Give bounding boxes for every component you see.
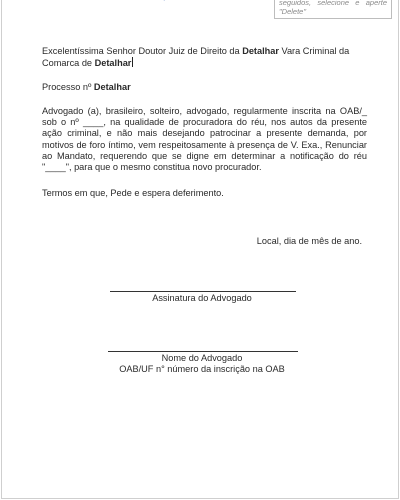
place-date: Local, dia de mês de ano. (256, 236, 362, 246)
process-label: Processo nº (42, 82, 94, 92)
body-paragraph: Advogado (a), brasileiro, solteiro, advogado, regularmente inscrita na OAB/_ sob o nº ____, na qualidade de procuradora do réu, nos autos da presente ação criminal, e não mais desejando patrocinar a presente demanda, por motivos de foro íntimo, vem respeitosamente à presença de V. Exa., Renunciar ao Mandato, requerendo que se digne em determinar a notificação do réu "____", para que o mesmo constitua novo procurador. (42, 106, 367, 173)
process-field[interactable]: Detalhar (93, 82, 131, 92)
oab-label: OAB/UF n° número da inscrição na OAB (119, 364, 285, 374)
addressee-prefix: Excelentíssima Senhor Doutor Juiz de Direito da (42, 46, 243, 56)
instruction-note: seguidos, selecione e aperte "Delete" (274, 0, 392, 19)
signature-line (110, 291, 296, 292)
closing-text: Termos em que, Pede e espera deferimento. (42, 188, 224, 198)
signature-label: Assinatura do Advogado (152, 293, 252, 303)
process-line (42, 82, 367, 93)
text-cursor (132, 57, 133, 67)
document-page (1, 0, 399, 499)
name-line (108, 351, 298, 352)
addressee-block (42, 46, 367, 69)
logo-placeholder-text (134, 0, 269, 1)
lawyer-name-label: Nome do Advogado (161, 353, 243, 363)
addressee-middle: Vara Criminal da Comarca de (42, 46, 350, 69)
district-field[interactable]: Detalhar (94, 58, 132, 69)
court-field[interactable]: Detalhar (242, 46, 279, 56)
